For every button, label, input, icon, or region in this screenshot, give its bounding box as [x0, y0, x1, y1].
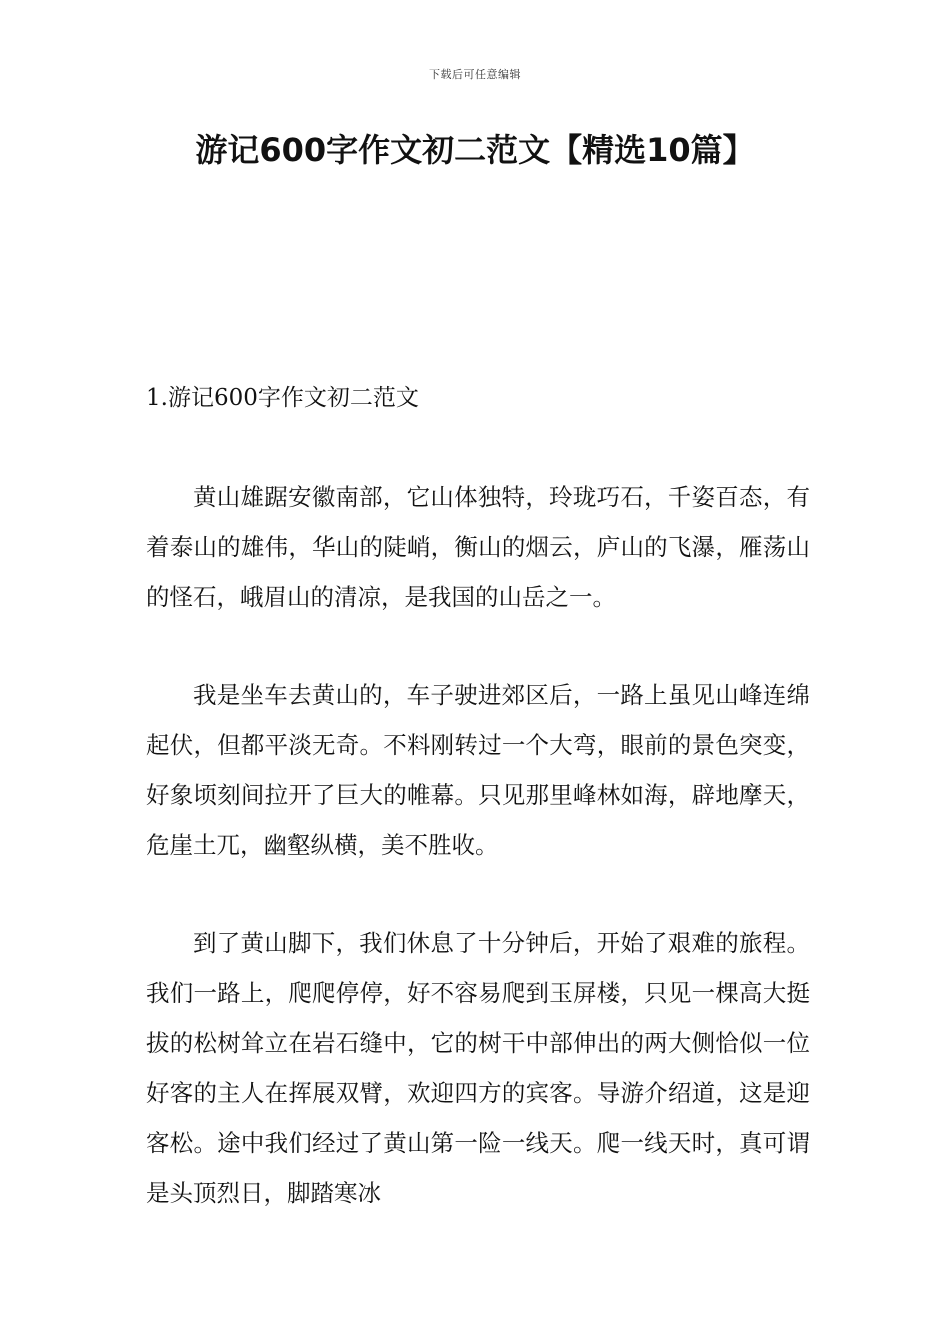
section-heading: 1.游记600字作文初二范文: [146, 385, 419, 411]
header-note: 下载后可任意编辑: [429, 68, 521, 81]
body-paragraph-1: 黄山雄踞安徽南部，它山体独特，玲珑巧石，千姿百态，有着泰山的雄伟，华山的陡峭，衡山的烟云，庐山的飞瀑，雁荡山的怪石，峨眉山的清凉，是我国的山岳之一。: [146, 483, 810, 611]
body-paragraph-2: 我是坐车去黄山的，车子驶进郊区后，一路上虽见山峰连绵起伏，但都平淡无奇。不料刚转过一个大弯，眼前的景色突变，好象顷刻间拉开了巨大的帷幕。只见那里峰林如海，辟地摩天，危崖土兀，幽壑纵横，美不胜收。: [146, 681, 810, 859]
body-paragraph-3: 到了黄山脚下，我们休息了十分钟后，开始了艰难的旅程。我们一路上，爬爬停停，好不容易爬到玉屏楼，只见一棵高大挺拔的松树耸立在岩石缝中，它的树干中部伸出的两大侧恰似一位好客的主人在挥展双臂，欢迎四方的宾客。导游介绍道，这是迎客松。途中我们经过了黄山第一险一线天。爬一线天时，真可谓是头顶烈日，脚踏寒冰: [146, 929, 810, 1207]
page-title: 游记600字作文初二范文【精选10篇】: [195, 131, 755, 169]
